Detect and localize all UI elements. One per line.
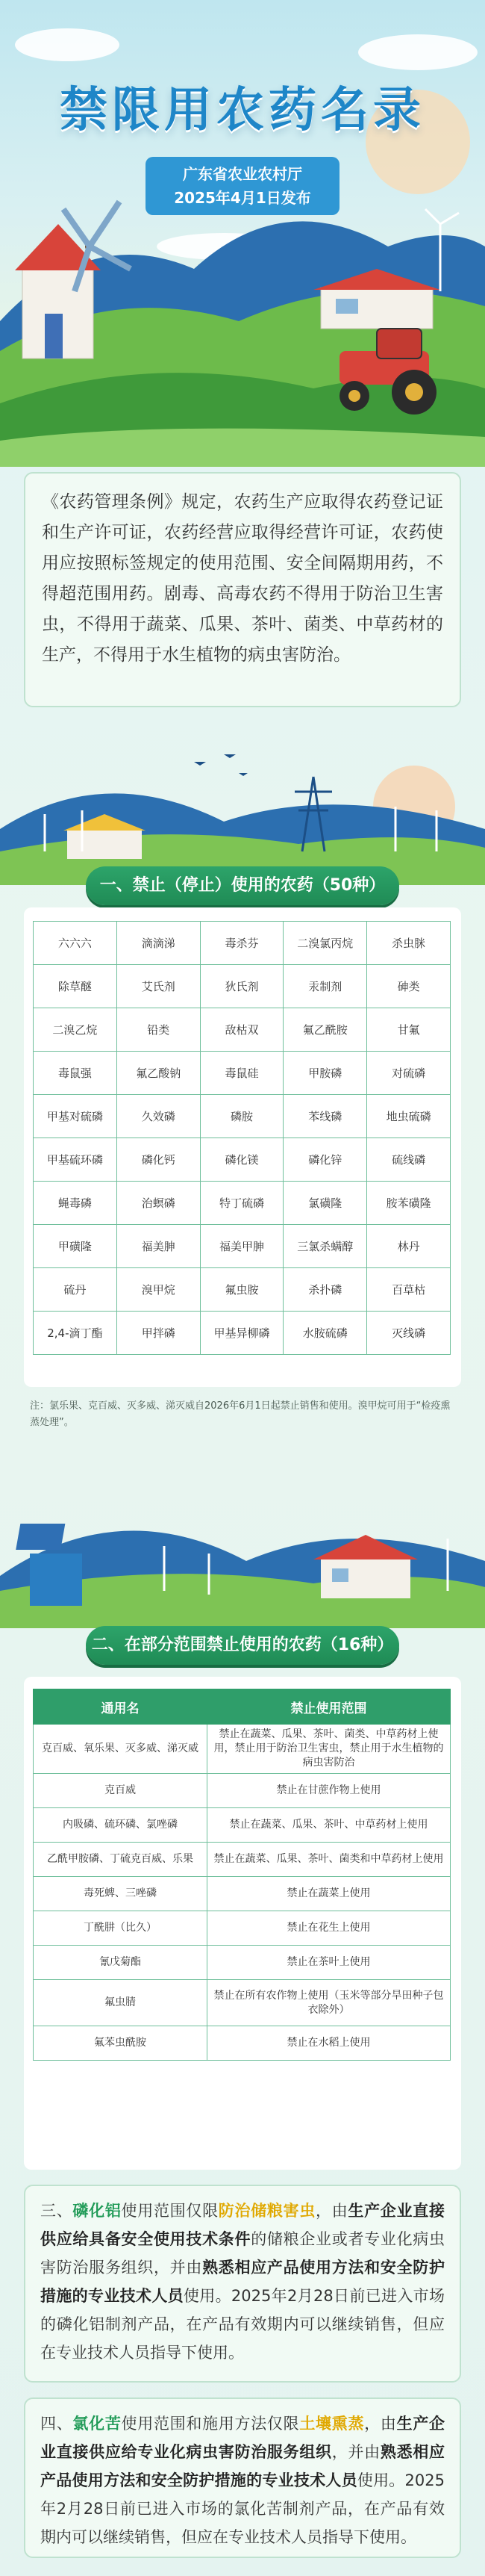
restriction-cell: 禁止在蔬菜、瓜果、茶叶、菌类和中草药材上使用 [207, 1843, 451, 1877]
pesticide-cell: 治螟磷 [116, 1182, 200, 1225]
restriction-cell: 禁止在蔬菜、瓜果、茶叶、菌类、中草药材上使用，禁止用于防治卫生害虫，禁止用于水生植物的病虫害防治 [207, 1725, 451, 1774]
table-row [34, 1877, 451, 1911]
table-row [34, 1052, 451, 1095]
table-row [34, 965, 451, 1008]
pesticide-cell: 甲磺隆 [34, 1225, 117, 1268]
countryside-illustration [0, 739, 485, 885]
section4-emphasis: 生产企业直接供应给专业化病虫害防治服务组织 [40, 2415, 445, 2461]
pesticide-cell: 甲胺磷 [284, 1052, 367, 1095]
pesticide-cell: 氟乙酸钠 [116, 1052, 200, 1095]
common-name-cell: 丁酰肼（比久） [34, 1911, 207, 1946]
pesticide-cell: 甲基对硫磷 [34, 1095, 117, 1138]
table-row [34, 2026, 451, 2061]
pesticide-cell: 敌枯双 [200, 1008, 284, 1052]
pesticide-cell: 氟虫胺 [200, 1268, 284, 1312]
section3-number: 三、 [40, 2202, 73, 2220]
scene-divider-2 [0, 1449, 485, 1628]
pesticide-cell: 磷化镁 [200, 1138, 284, 1182]
pesticide-cell: 福美胂 [116, 1225, 200, 1268]
pesticide-cell: 铅类 [116, 1008, 200, 1052]
section1-title: 一、禁止（停止）使用的农药（50种） [86, 866, 399, 905]
pesticide-cell: 蝇毒磷 [34, 1182, 117, 1225]
common-name-cell: 氟虫腈 [34, 1980, 207, 2026]
pesticide-cell: 二溴乙烷 [34, 1008, 117, 1052]
table-row [34, 1225, 451, 1268]
pesticide-cell: 苯线磷 [284, 1095, 367, 1138]
common-name-cell: 克百威 [34, 1774, 207, 1808]
table-row [34, 1138, 451, 1182]
restriction-cell: 禁止在茶叶上使用 [207, 1946, 451, 1980]
restriction-cell: 禁止在花生上使用 [207, 1911, 451, 1946]
pesticide-cell: 砷类 [367, 965, 451, 1008]
pesticide-cell: 氟乙酰胺 [284, 1008, 367, 1052]
pesticide-cell: 三氯杀螨醇 [284, 1225, 367, 1268]
page-title: 禁限用农药名录 [60, 83, 425, 138]
common-name-cell: 氰戊菊酯 [34, 1946, 207, 1980]
pesticide-cell: 甘氟 [367, 1008, 451, 1052]
pesticide-cell: 溴甲烷 [116, 1268, 200, 1312]
pesticide-cell: 百草枯 [367, 1268, 451, 1312]
scene-divider-1 [0, 739, 485, 885]
table-header-row [34, 1689, 451, 1725]
pesticide-cell: 除草醚 [34, 965, 117, 1008]
pesticide-cell: 久效磷 [116, 1095, 200, 1138]
pesticide-cell: 杀虫脒 [367, 922, 451, 965]
pesticide-cell: 硫线磷 [367, 1138, 451, 1182]
section4-text: 使用。2025年2月28日前已进入市场的氯化苦制剂产品，在产品有效期内可以继续销售，但应在专业技术人员指导下使用。 [40, 2471, 445, 2546]
pesticide-cell: 磷化钙 [116, 1138, 200, 1182]
restriction-cell: 禁止在蔬菜、瓜果、茶叶、中草药材上使用 [207, 1808, 451, 1843]
section4-number: 四、 [40, 2415, 73, 2433]
issuer-name: 广东省农业农村厅 [183, 165, 302, 183]
pesticide-cell: 2,4-滴丁酯 [34, 1312, 117, 1355]
pesticide-cell: 汞制剂 [284, 965, 367, 1008]
pesticide-cell: 磷化锌 [284, 1138, 367, 1182]
pesticide-cell: 狄氏剂 [200, 965, 284, 1008]
common-name-cell: 克百威、氧乐果、灭多威、涕灭威 [34, 1725, 207, 1774]
issue-date: 2025年4月1日发布 [174, 189, 311, 207]
common-name-cell: 乙酰甲胺磷、丁硫克百威、乐果 [34, 1843, 207, 1877]
pesticide-cell: 杀扑磷 [284, 1268, 367, 1312]
pesticide-cell: 氯磺隆 [284, 1182, 367, 1225]
table-row [34, 1980, 451, 2026]
table-row [34, 1725, 451, 1774]
section3-pesticide-name: 磷化铝 [72, 2202, 122, 2220]
section4-text: ，由 [364, 2415, 397, 2433]
restriction-cell: 禁止在甘蔗作物上使用 [207, 1774, 451, 1808]
section3-text: 使用。2025年2月28日前已进入市场的磷化铝制剂产品，在产品有效期内可以继续销售，但应在专业技术人员指导下使用。 [40, 2287, 445, 2362]
pesticide-cell: 六六六 [34, 922, 117, 965]
table-row [34, 1774, 451, 1808]
section4-emphasis: 熟悉相应产品使用方法和安全防护措施的专业技术人员 [40, 2443, 445, 2489]
pesticide-cell: 胺苯磺隆 [367, 1182, 451, 1225]
section1-note: 注：氯乐果、克百威、灭多威、涕灭威自2026年6月1日起禁止销售和使用。溴甲烷可用于“检疫熏蒸处理”。 [30, 1400, 451, 1428]
section3-scope: 防治储粮害虫 [218, 2202, 316, 2220]
pesticide-cell: 磷胺 [200, 1095, 284, 1138]
section4-text: ，并由 [331, 2443, 381, 2461]
table-row [34, 1268, 451, 1312]
restriction-cell: 禁止在所有农作物上使用（玉米等部分旱田种子包衣除外） [207, 1980, 451, 2026]
common-name-cell: 内吸磷、硫环磷、氯唑磷 [34, 1808, 207, 1843]
restriction-cell: 禁止在蔬菜上使用 [207, 1877, 451, 1911]
banned-pesticides-table [33, 921, 451, 1355]
section4-scope: 土壤熏蒸 [299, 2415, 365, 2433]
pesticide-cell: 林丹 [367, 1225, 451, 1268]
pesticide-cell: 硫丹 [34, 1268, 117, 1312]
section3-text: 使用范围仅限 [121, 2202, 219, 2220]
intro-paragraph: 《农药管理条例》规定，农药生产应取得农药登记证和生产许可证，农药经营应取得经营许可证，农药使用应按照标签规定的使用范围、安全间隔期用药，不得超范围用药。剧毒、高毒农药不得用于防治卫生害虫，不得用于蔬菜、瓜果、茶叶、菌类、中草药材的生产，不得用于水生植物的病虫害防治。 [24, 472, 461, 707]
restricted-pesticides-table-card [24, 1677, 461, 2170]
section3-emphasis: 生产企业直接供应给具备安全使用技术条件 [40, 2202, 445, 2248]
pesticide-cell: 水胺硫磷 [284, 1312, 367, 1355]
pesticide-cell: 地虫硫磷 [367, 1095, 451, 1138]
restricted-pesticides-table [33, 1689, 451, 2061]
common-name-cell: 毒死蜱、三唑磷 [34, 1877, 207, 1911]
pesticide-cell: 滴滴涕 [116, 922, 200, 965]
solar-farm-illustration [0, 1449, 485, 1628]
issuer-badge [146, 157, 340, 215]
pesticide-cell: 甲基硫环磷 [34, 1138, 117, 1182]
pesticide-cell: 对硫磷 [367, 1052, 451, 1095]
restriction-cell: 禁止在水稻上使用 [207, 2026, 451, 2061]
header-common-name: 通用名 [34, 1689, 207, 1725]
section4-paragraph [24, 2397, 461, 2558]
section3-emphasis: 熟悉相应产品使用方法和安全防护措施的专业技术人员 [40, 2259, 445, 2305]
pesticide-cell: 艾氏剂 [116, 965, 200, 1008]
pesticide-cell: 灭线磷 [367, 1312, 451, 1355]
pesticide-cell: 特丁硫磷 [200, 1182, 284, 1225]
table-row [34, 1008, 451, 1052]
table-row [34, 1808, 451, 1843]
section4-pesticide-name: 氯化苦 [72, 2415, 122, 2433]
pesticide-cell: 毒鼠硅 [200, 1052, 284, 1095]
pesticide-cell: 甲基异柳磷 [200, 1312, 284, 1355]
hero-landscape-illustration [0, 0, 485, 467]
table-row [34, 1095, 451, 1138]
common-name-cell: 氟苯虫酰胺 [34, 2026, 207, 2061]
table-row [34, 1182, 451, 1225]
section4-text: 使用范围和施用方法仅限 [121, 2415, 300, 2433]
section2-title: 二、在部分范围禁止使用的农药（16种） [86, 1626, 399, 1665]
table-row [34, 922, 451, 965]
section3-text: ，由 [316, 2202, 348, 2220]
section3-paragraph [24, 2185, 461, 2383]
pesticide-cell: 甲拌磷 [116, 1312, 200, 1355]
table-row [34, 1911, 451, 1946]
pesticide-cell: 二溴氯丙烷 [284, 922, 367, 965]
pesticide-cell: 毒鼠强 [34, 1052, 117, 1095]
section3-text: 的储粮企业或者专业化病虫害防治服务组织，并由 [40, 2230, 445, 2276]
hero-banner [0, 0, 485, 467]
header-restriction-scope: 禁止使用范围 [207, 1689, 451, 1725]
table-row [34, 1843, 451, 1877]
table-row [34, 1312, 451, 1355]
pesticide-cell: 福美甲胂 [200, 1225, 284, 1268]
banned-pesticides-table-card [24, 907, 461, 1387]
table-row [34, 1946, 451, 1980]
pesticide-cell: 毒杀芬 [200, 922, 284, 965]
